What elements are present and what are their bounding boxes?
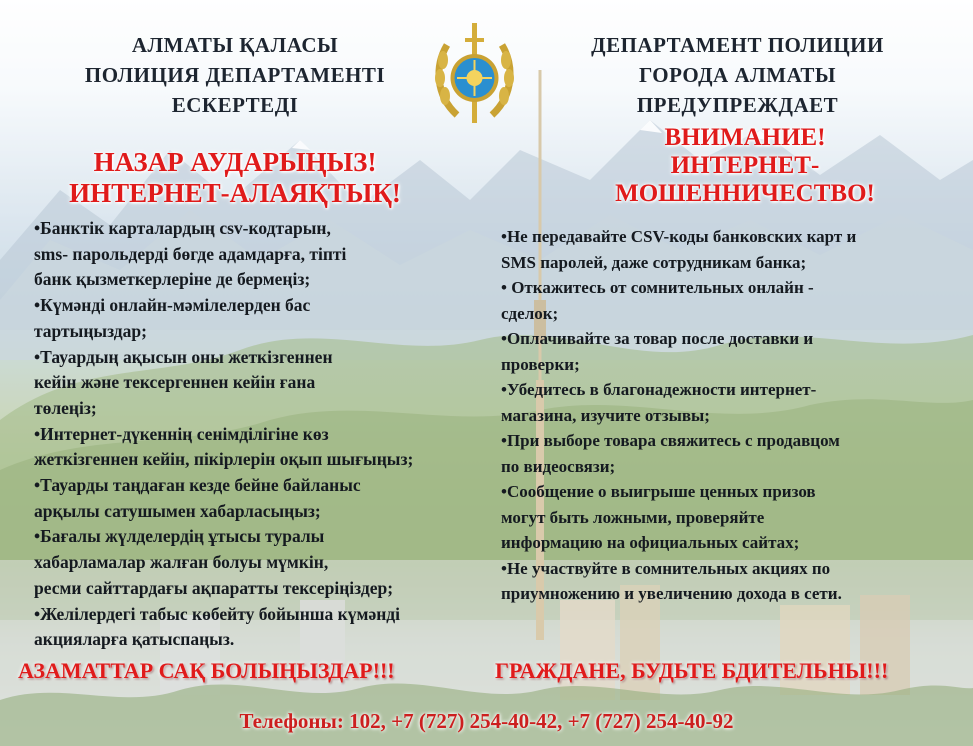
warning-title-kz <box>40 147 430 209</box>
tip-line-ru: •При выборе товара свяжитесь с продавцом <box>501 431 840 450</box>
warning-kz-line: НАЗАР АУДАРЫҢЫЗ! <box>93 147 377 177</box>
tip-line-kz: •Күмәнді онлайн-мәмілелерден бас <box>34 295 311 316</box>
tip-line-kz: тартыңыздар; <box>34 320 147 341</box>
tip-line-ru: сделок; <box>501 303 559 323</box>
tip-line-ru: могут быть ложными, проверяйте <box>501 507 765 527</box>
tip-line-kz: •Бағалы жүлделердің ұтысы туралы <box>34 526 325 547</box>
tip-line-kz: •Тауардың ақысын оны жеткізгеннен <box>34 346 333 367</box>
warning-ru-line: МОШЕННИЧЕСТВО! <box>615 180 875 207</box>
tip-line-kz: төлеңіз; <box>34 397 97 418</box>
warning-ru-line: ВНИМАНИЕ! <box>664 124 826 151</box>
tip-line-kz: кейін және тексергеннен кейін ғана <box>34 372 316 393</box>
header-ru-line: ПРЕДУПРЕЖДАЕТ <box>636 93 839 117</box>
header-kz-line: ПОЛИЦИЯ ДЕПАРТАМЕНТІ <box>84 63 386 87</box>
tip-line-kz: жеткізгеннен кейін, пікірлерін оқып шығыңыз; <box>34 449 414 470</box>
tip-line-ru: информацию на официальных сайтах; <box>501 533 800 552</box>
header-kz-line: ЕСКЕРТЕДІ <box>171 93 299 117</box>
header-russian <box>555 30 920 120</box>
tips-list-kz <box>34 216 504 653</box>
footer-warning-ru: ГРАЖДАНЕ, БУДЬТЕ БДИТЕЛЬНЫ!!! <box>495 658 889 683</box>
phone-numbers: Телефоны: 102, +7 (727) 254-40-42, +7 (727) 254-40-92 <box>239 709 734 733</box>
tip-line-ru: приумножению и увеличению дохода в сети. <box>501 584 842 603</box>
police-emblem-icon <box>427 20 522 130</box>
tip-line-ru: •Сообщение о выигрыше ценных призов <box>501 482 816 501</box>
tip-line-ru: •Не участвуйте в сомнительных акциях по <box>501 558 831 578</box>
tip-line-ru: SMS паролей, даже сотрудникам банка; <box>501 252 807 272</box>
tip-line-kz: акцияларға қатыспаңыз. <box>34 629 235 650</box>
tip-line-kz: ресми сайттардағы ақпаратты тексеріңіздер; <box>34 577 394 598</box>
tip-line-kz: •Тауарды таңдаған кезде бейне байланыс <box>34 475 361 496</box>
header-kz-line: АЛМАТЫ ҚАЛАСЫ <box>131 33 339 57</box>
tip-line-ru: •Не передавайте CSV-коды банковских карт и <box>501 227 857 246</box>
tip-line-ru: •Убедитесь в благонадежности интернет- <box>501 380 817 399</box>
header-kazakh <box>40 30 430 120</box>
tip-line-kz: банк қызметкерлеріне де бермеңіз; <box>34 269 311 290</box>
warning-ru-line: ИНТЕРНЕТ- <box>670 152 820 179</box>
tips-list-ru <box>501 224 961 607</box>
footer-warning-kz: АЗАМАТТАР САҚ БОЛЫҢЫЗДАР!!! <box>18 658 395 683</box>
header-ru-line: ДЕПАРТАМЕНТ ПОЛИЦИИ <box>591 33 884 57</box>
tip-line-kz: арқылы сатушымен хабарласыңыз; <box>34 500 321 521</box>
tip-line-kz: •Банктік карталардың csv-кодтарын, <box>34 218 331 238</box>
warning-kz-line: ИНТЕРНЕТ-АЛАЯҚТЫҚ! <box>69 178 401 208</box>
header-ru-line: ГОРОДА АЛМАТЫ <box>638 63 837 87</box>
tip-line-ru: проверки; <box>501 354 580 374</box>
tip-line-ru: • Откажитесь от сомнительных онлайн - <box>501 278 814 297</box>
warning-title-ru <box>585 124 905 208</box>
tip-line-ru: магазина, изучите отзывы; <box>501 405 710 425</box>
tip-line-ru: •Оплачивайте за товар после доставки и <box>501 329 814 348</box>
tip-line-kz: •Интернет-дүкеннің сенімділігіне көз <box>34 423 329 444</box>
tip-line-kz: хабарламалар жалған болуы мүмкін, <box>34 552 329 573</box>
tip-line-ru: по видеосвязи; <box>501 456 616 476</box>
tip-line-kz: •Желілердегі табыс көбейту бойынша күмәнді <box>34 603 401 624</box>
tip-line-kz: sms- парольдерді бөгде адамдарға, тіпті <box>34 243 347 264</box>
